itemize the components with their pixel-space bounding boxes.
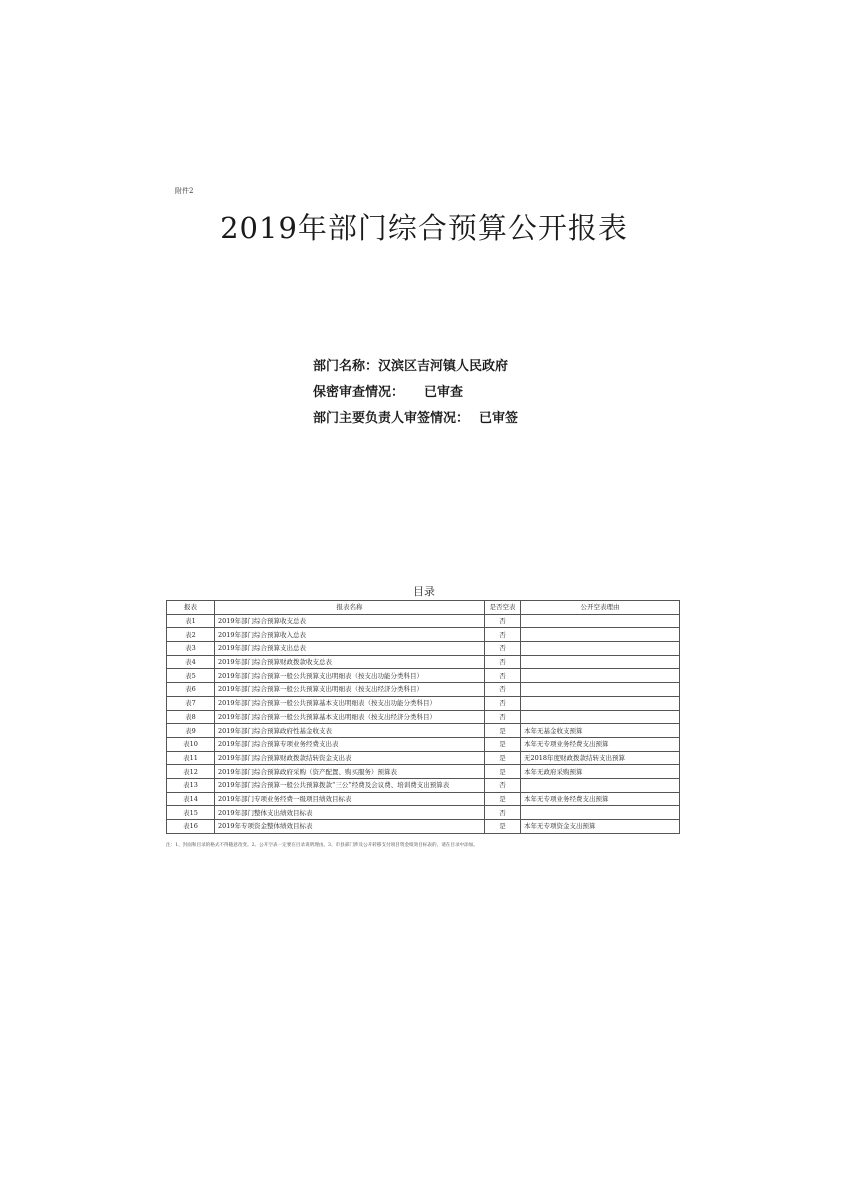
- row-empty-flag-cell: 否: [485, 614, 521, 628]
- row-reason-cell: [521, 614, 680, 628]
- leader-signoff-line: [313, 408, 518, 434]
- row-empty-flag-cell: 否: [485, 696, 521, 710]
- table-row: [167, 751, 680, 765]
- row-name-cell: 2019年专项资金整体绩效目标表: [215, 820, 485, 834]
- row-reason-cell: [521, 710, 680, 724]
- row-empty-flag-cell: 是: [485, 765, 521, 779]
- table-row: [167, 778, 680, 792]
- table-row: [167, 642, 680, 656]
- row-reason-cell: [521, 696, 680, 710]
- row-number-cell: 表2: [167, 628, 215, 642]
- row-name-cell: 2019年部门整体支出绩效目标表: [215, 806, 485, 820]
- attachment-label: 附件2: [175, 187, 194, 195]
- row-number-cell: 表14: [167, 792, 215, 806]
- leader-signoff-value: 已审签: [479, 411, 519, 426]
- row-empty-flag-cell: 否: [485, 683, 521, 697]
- row-number-cell: 表5: [167, 669, 215, 683]
- row-name-cell: 2019年部门综合预算支出总表: [215, 642, 485, 656]
- row-name-cell: 2019年部门综合预算一般公共预算拨款“三公”经费及会议费、培训费支出预算表: [215, 778, 485, 792]
- row-number-cell: 表6: [167, 683, 215, 697]
- row-empty-flag-cell: 否: [485, 710, 521, 724]
- row-number-cell: 表10: [167, 737, 215, 751]
- department-name-value: 汉滨区吉河镇人民政府: [378, 359, 509, 374]
- table-row: [167, 792, 680, 806]
- row-reason-cell: 本年无专项业务经费支出预算: [521, 792, 680, 806]
- row-number-cell: 表13: [167, 778, 215, 792]
- table-row: [167, 765, 680, 779]
- row-number-cell: 表4: [167, 655, 215, 669]
- row-reason-cell: 本年无专项资金支出预算: [521, 820, 680, 834]
- row-name-cell: 2019年部门综合预算专项业务经费支出表: [215, 737, 485, 751]
- table-row: [167, 710, 680, 724]
- table-row: [167, 806, 680, 820]
- row-reason-cell: [521, 669, 680, 683]
- row-empty-flag-cell: 是: [485, 792, 521, 806]
- row-name-cell: 2019年部门综合预算政府采购（资产配置、购买服务）预算表: [215, 765, 485, 779]
- row-reason-cell: [521, 642, 680, 656]
- row-name-cell: 2019年部门综合预算一般公共预算支出明细表（按支出功能分类科目）: [215, 669, 485, 683]
- table-row: [167, 614, 680, 628]
- secrecy-review-label: 保密审查情况：: [313, 385, 405, 400]
- toc-footnote: 注：1、封面和目录的格式不得随意改变。2、公开空表一定要在目录说明理由。3、市县部门涉及公开转移支付项目资金绩效目标表的，请在目录中添加。: [166, 843, 478, 848]
- row-name-cell: 2019年部门综合预算一般公共预算支出明细表（按支出经济分类科目）: [215, 683, 485, 697]
- toc-table: [166, 600, 680, 834]
- row-reason-cell: [521, 683, 680, 697]
- row-empty-flag-cell: 否: [485, 806, 521, 820]
- row-name-cell: 2019年部门综合预算财政拨款结转资金支出表: [215, 751, 485, 765]
- row-empty-flag-cell: 否: [485, 778, 521, 792]
- leader-signoff-label: 部门主要负责人审签情况：: [313, 411, 470, 426]
- row-name-cell: 2019年部门综合预算一般公共预算基本支出明细表（按支出功能分类科目）: [215, 696, 485, 710]
- row-number-cell: 表7: [167, 696, 215, 710]
- row-reason-cell: 本年无专项业务经费支出预算: [521, 737, 680, 751]
- row-name-cell: 2019年部门综合预算一般公共预算基本支出明细表（按支出经济分类科目）: [215, 710, 485, 724]
- table-row: [167, 683, 680, 697]
- secrecy-review-value: 已审查: [424, 385, 464, 400]
- row-number-cell: 表15: [167, 806, 215, 820]
- row-name-cell: 2019年部门综合预算收支总表: [215, 614, 485, 628]
- department-name-line: [313, 356, 518, 382]
- table-row: [167, 724, 680, 738]
- row-reason-cell: 本年无基金收支预算: [521, 724, 680, 738]
- row-empty-flag-cell: 是: [485, 737, 521, 751]
- row-number-cell: 表12: [167, 765, 215, 779]
- row-name-cell: 2019年部门综合预算政府性基金收支表: [215, 724, 485, 738]
- row-empty-flag-cell: 否: [485, 642, 521, 656]
- secrecy-review-line: [313, 382, 518, 408]
- row-name-cell: 2019年部门综合预算财政拨款收支总表: [215, 655, 485, 669]
- row-number-cell: 表3: [167, 642, 215, 656]
- row-empty-flag-cell: 否: [485, 655, 521, 669]
- table-row: [167, 628, 680, 642]
- row-name-cell: 2019年部门综合预算收入总表: [215, 628, 485, 642]
- row-reason-cell: [521, 655, 680, 669]
- row-name-cell: 2019年部门专项业务经费一级项目绩效目标表: [215, 792, 485, 806]
- department-info: [313, 356, 518, 434]
- table-row: [167, 737, 680, 751]
- col-header-reason: 公开空表理由: [521, 601, 680, 615]
- department-name-label: 部门名称：: [313, 359, 379, 374]
- toc-body: [167, 614, 680, 833]
- row-number-cell: 表9: [167, 724, 215, 738]
- row-reason-cell: [521, 628, 680, 642]
- toc-header-row: [167, 601, 680, 615]
- table-row: [167, 669, 680, 683]
- toc-title: 目录: [413, 585, 435, 598]
- page-title: 2019年部门综合预算公开报表: [220, 211, 628, 245]
- row-number-cell: 表16: [167, 820, 215, 834]
- col-header-empty: 是否空表: [485, 601, 521, 615]
- row-reason-cell: [521, 806, 680, 820]
- row-reason-cell: 本年无政府采购预算: [521, 765, 680, 779]
- table-row: [167, 820, 680, 834]
- table-row: [167, 696, 680, 710]
- row-number-cell: 表8: [167, 710, 215, 724]
- row-number-cell: 表11: [167, 751, 215, 765]
- col-header-no: 报表: [167, 601, 215, 615]
- row-empty-flag-cell: 否: [485, 669, 521, 683]
- row-empty-flag-cell: 是: [485, 751, 521, 765]
- row-reason-cell: 无2018年度财政拨款结转支出预算: [521, 751, 680, 765]
- col-header-name: 报表名称: [215, 601, 485, 615]
- row-reason-cell: [521, 778, 680, 792]
- table-row: [167, 655, 680, 669]
- row-empty-flag-cell: 否: [485, 628, 521, 642]
- row-empty-flag-cell: 是: [485, 820, 521, 834]
- row-number-cell: 表1: [167, 614, 215, 628]
- row-empty-flag-cell: 是: [485, 724, 521, 738]
